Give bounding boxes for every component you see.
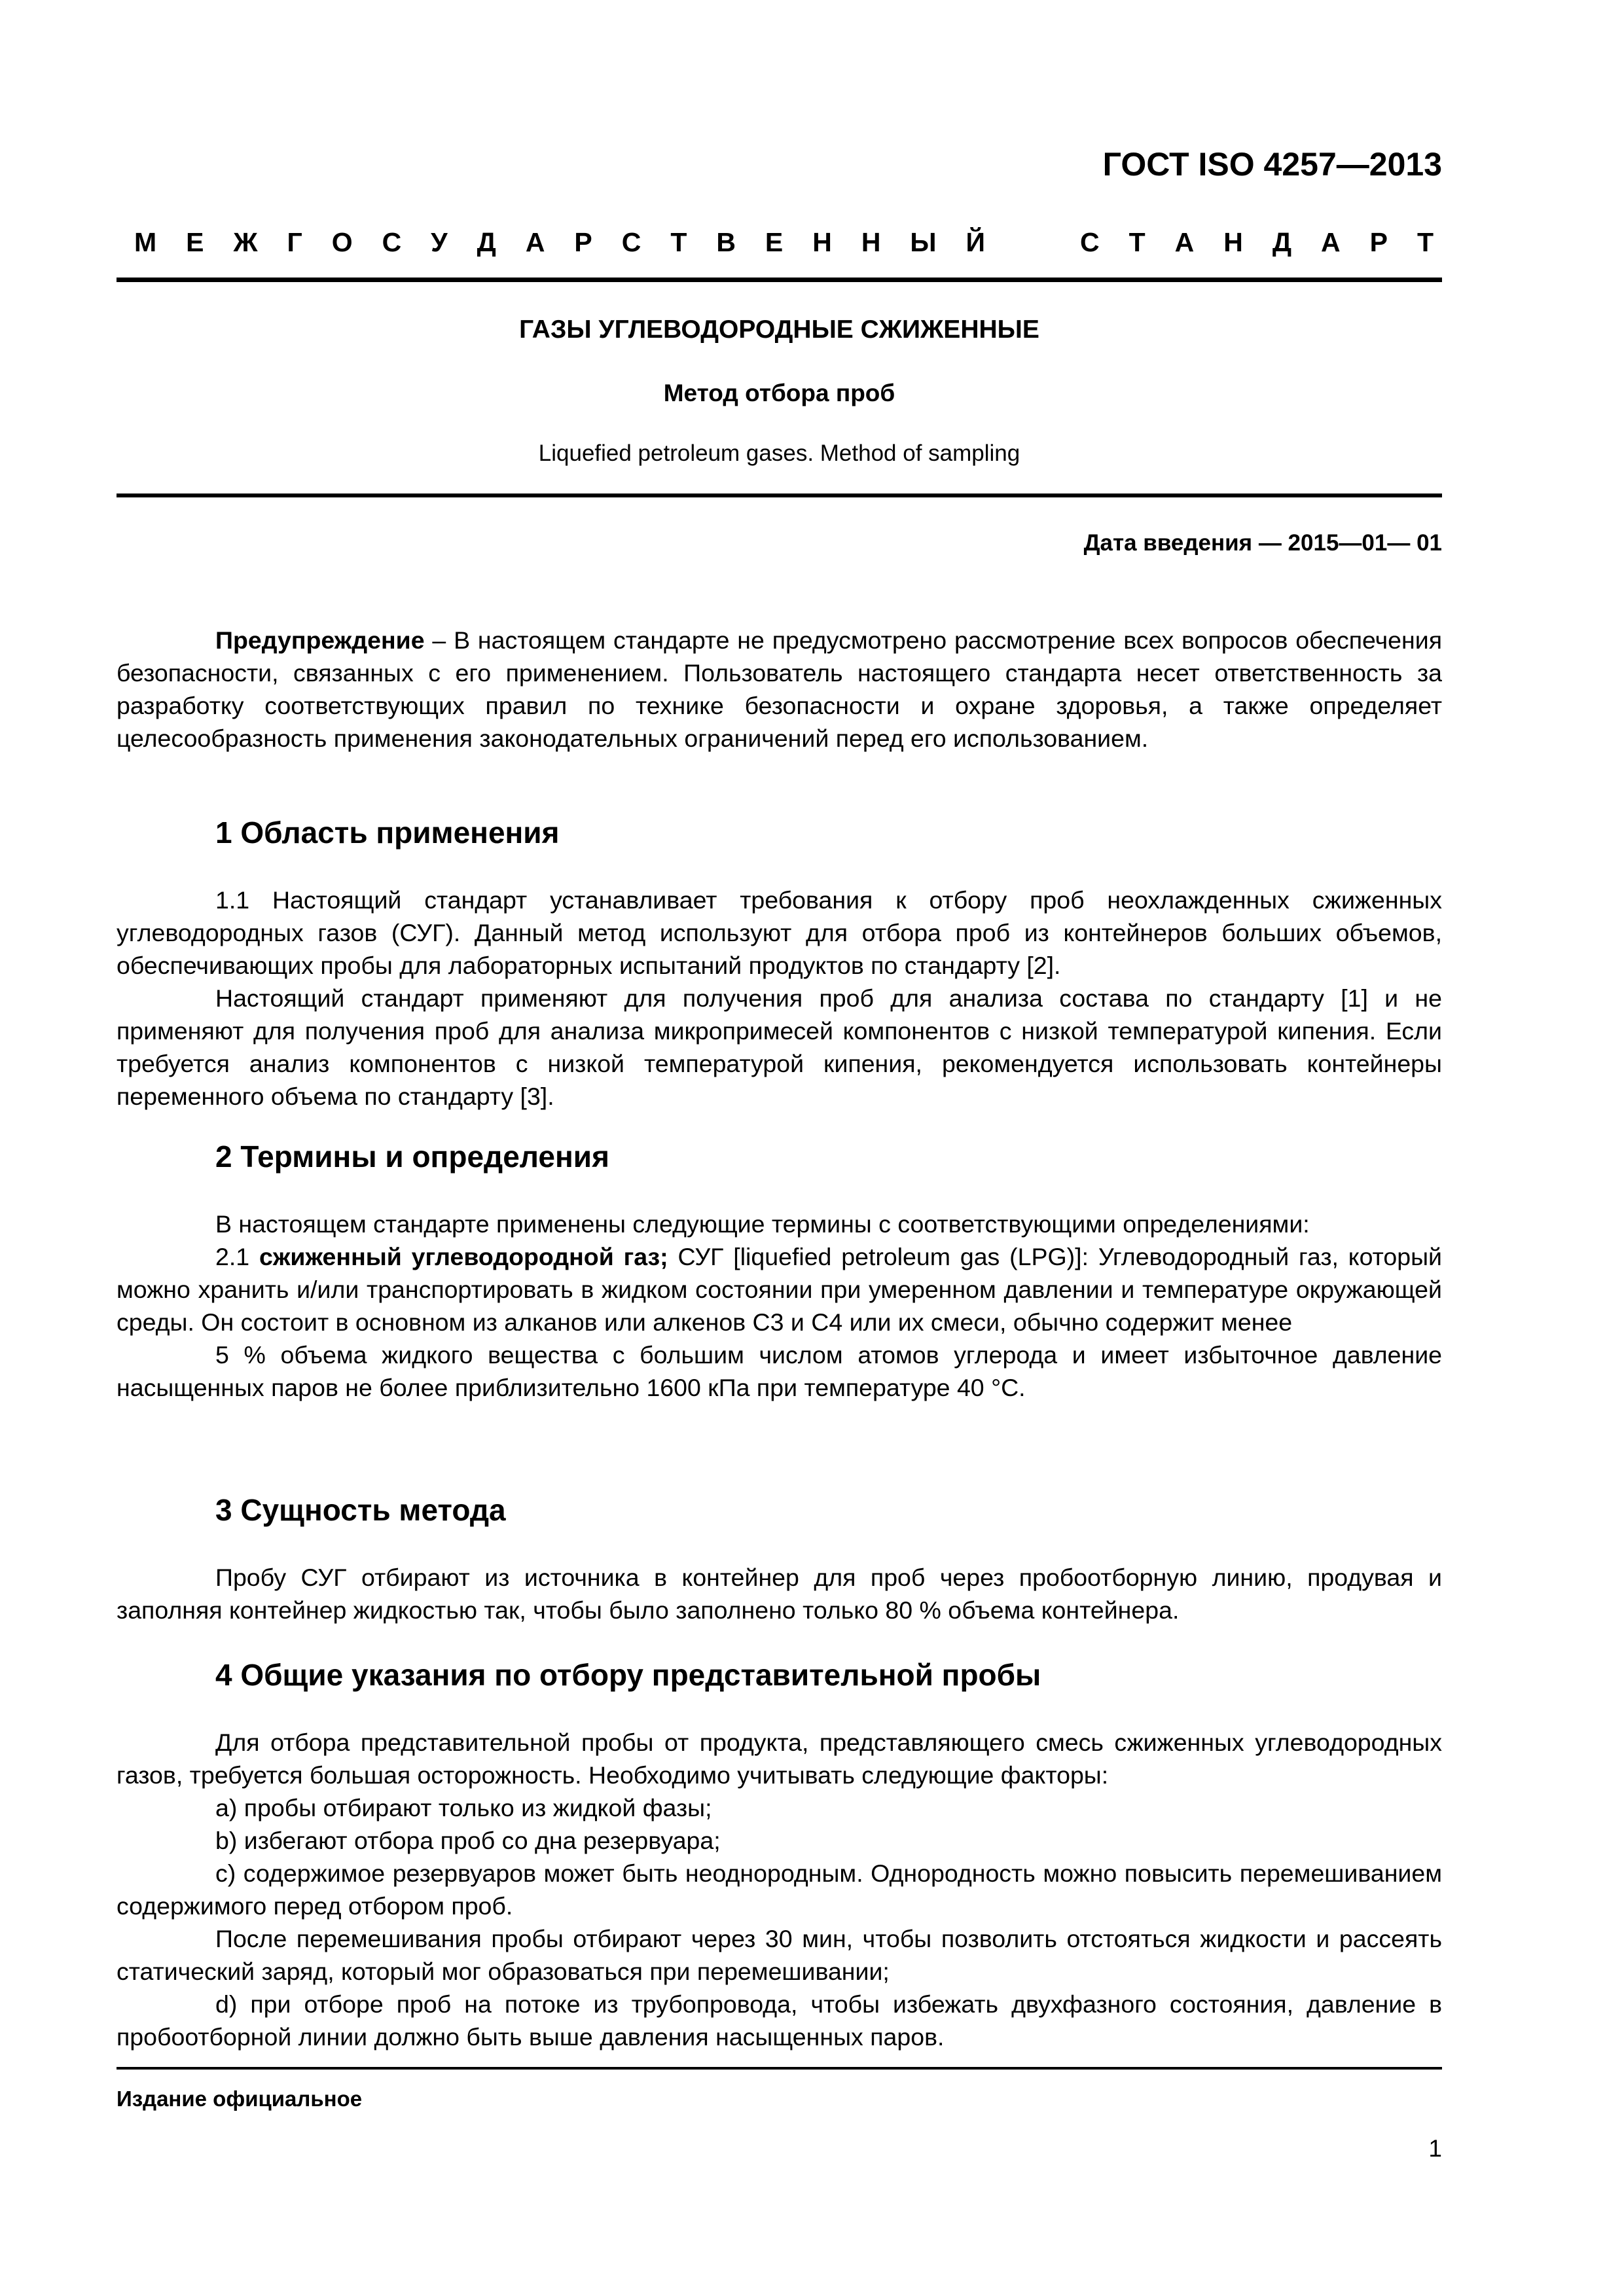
list-item-a: a) пробы отбирают только из жидкой фазы; <box>215 1794 712 1821</box>
page-number: 1 <box>1428 2135 1442 2162</box>
footer-divider <box>117 2067 1442 2070</box>
section-heading-2: 2 Термины и определения <box>215 1139 609 1174</box>
heading-letter: С <box>382 227 402 257</box>
term-number: 2.1 <box>215 1243 259 1270</box>
standard-type-word1 <box>134 227 985 258</box>
edition-label: Издание официальное <box>117 2087 363 2111</box>
paragraph: Для отбора представительной пробы от продукта, представляющего смесь сжиженных углеводородных газов, требуется большая осторожность. Необходимо учитывать следующие факторы: <box>117 1729 1442 1789</box>
heading-letter: А <box>1321 227 1341 257</box>
heading-letter: М <box>134 227 157 257</box>
standard-type-word2 <box>1080 227 1434 258</box>
heading-letter: Р <box>1369 227 1388 257</box>
heading-letter: У <box>431 227 448 257</box>
section-1-body <box>117 884 1442 1113</box>
term-text: СУГ [liquefied petroleum gas (LPG)]: Углеводородный газ, который можно хранить и/или транспортировать в жидком состоянии при умеренном давлении и температуре окружающей среды. Он состоит в основном из алканов или алкенов С3 и С4 или их смеси, обычно содержит менее <box>117 1243 1442 1336</box>
heading-letter: Е <box>186 227 204 257</box>
paragraph: 5 % объема жидкого вещества с большим числом атомов углерода и имеет избыточное давление насыщенных паров не более приблизительно 1600 кПа при температуре 40 °С. <box>117 1341 1442 1401</box>
section-3-body <box>117 1561 1442 1626</box>
paragraph: Пробу СУГ отбирают из источника в контейнер для проб через пробоотборную линию, продувая и заполняя контейнер жидкостью так, чтобы было заполнено только 80 % объема контейнера. <box>117 1564 1442 1624</box>
list-item-d: d) при отборе проб на потоке из трубопровода, чтобы избежать двухфазного состояния, давление в пробоотборной линии должно быть выше давления насыщенных паров. <box>117 1990 1442 2051</box>
heading-letter: Д <box>1272 227 1292 257</box>
heading-letter: А <box>1174 227 1195 257</box>
heading-letter: О <box>331 227 353 257</box>
paragraph: 1.1 Настоящий стандарт устанавливает требования к отбору проб неохлажденных сжиженных углеводородных газов (СУГ). Данный метод используют для отбора проб из контейнеров больших объемов, обеспечивающих пробы для лабораторных испытаний продуктов по стандарту [2]. <box>117 886 1442 979</box>
heading-letter: Т <box>1128 227 1146 257</box>
warning-label: Предупреждение <box>215 626 425 654</box>
standard-number: ГОСТ ISO 4257—2013 <box>1102 146 1442 183</box>
warning-text: – В настоящем стандарте не предусмотрено рассмотрение всех вопросов обеспечения безопасности, связанных с его применением. Пользователь настоящего стандарта несет ответственность за разработку соответствующих правил по технике безопасности и охране здоровья, а также определяет целесообразность применения законодательных ограничений перед его использованием. <box>117 626 1442 752</box>
heading-letter: Ы <box>910 227 937 257</box>
heading-letter: Г <box>287 227 302 257</box>
heading-letter: А <box>525 227 545 257</box>
heading-letter: Р <box>574 227 592 257</box>
heading-letter: С <box>621 227 641 257</box>
list-item-b: b) избегают отбора проб со дна резервуара; <box>215 1827 721 1854</box>
paragraph: Настоящий стандарт применяют для получения проб для анализа состава по стандарту [1] и не применяют для получения проб для анализа микропримесей компонентов с низкой температурой кипения. Если требуется анализ компонентов с низкой температурой кипения, рекомендуется использовать контейнеры переменного объема по стандарту [3]. <box>117 984 1442 1110</box>
heading-letter: Ж <box>233 227 258 257</box>
heading-letter: Т <box>670 227 687 257</box>
section-heading-4: 4 Общие указания по отбору представительной пробы <box>215 1658 1041 1692</box>
introduction-date: Дата введения — 2015—01— 01 <box>1083 530 1442 556</box>
header-divider <box>117 278 1442 282</box>
list-item-c: c) содержимое резервуаров может быть неоднородным. Однородность можно повысить перемешиванием содержимого перед отбором проб. <box>117 1859 1442 1920</box>
heading-letter: Н <box>812 227 832 257</box>
document-english-title: Liquefied petroleum gases. Method of sampling <box>538 440 1020 466</box>
heading-letter: Е <box>765 227 784 257</box>
term-name: сжиженный углеводородной газ; <box>259 1243 668 1270</box>
standard-type-heading <box>134 227 1434 258</box>
section-heading-1: 1 Область применения <box>215 816 560 850</box>
heading-letter: Д <box>477 227 496 257</box>
section-heading-3: 3 Сущность метода <box>215 1493 506 1527</box>
heading-letter: Й <box>965 227 985 257</box>
heading-letter: Н <box>1223 227 1243 257</box>
document-title: ГАЗЫ УГЛЕВОДОРОДНЫЕ СЖИЖЕННЫЕ <box>519 315 1039 344</box>
document-subtitle: Метод отбора проб <box>663 380 895 406</box>
warning-paragraph <box>117 624 1442 755</box>
section-2-body <box>117 1208 1442 1404</box>
heading-letter: В <box>716 227 736 257</box>
term-definition <box>117 1240 1442 1338</box>
section-4-body <box>117 1726 1442 2053</box>
title-divider <box>117 493 1442 497</box>
heading-letter: С <box>1080 227 1100 257</box>
paragraph: После перемешивания пробы отбирают через 30 мин, чтобы позволить отстояться жидкости и рассеять статический заряд, который мог образоваться при перемешивании; <box>117 1925 1442 1985</box>
heading-letter: Т <box>1416 227 1434 257</box>
heading-letter: Н <box>861 227 881 257</box>
warning-block <box>117 624 1442 755</box>
paragraph: В настоящем стандарте применены следующие термины с соответствующими определениями: <box>215 1210 1310 1238</box>
